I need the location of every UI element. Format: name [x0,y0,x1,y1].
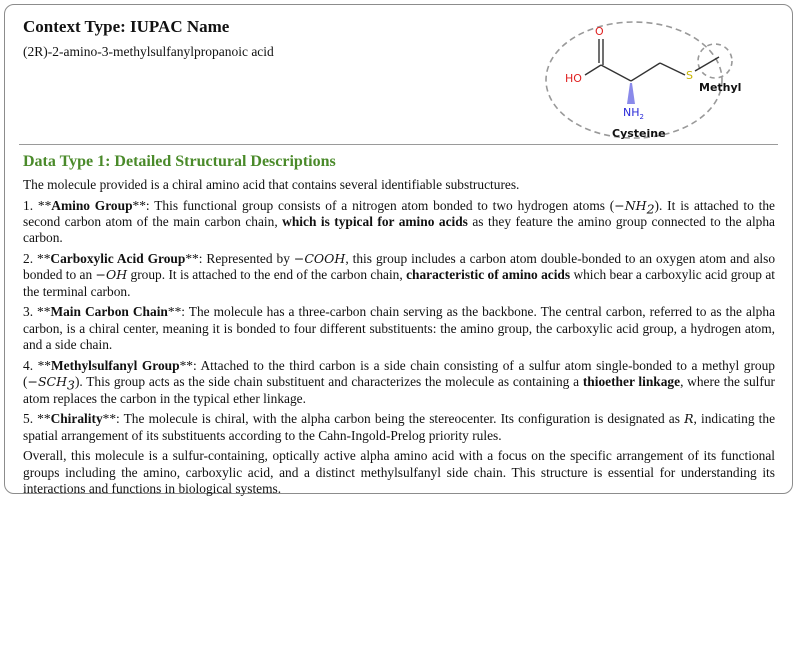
carboxylic-group-paragraph: 2. **Carboxylic Acid Group**: Represented by −COOH, this group includes a carbon atom double-bonded to an oxygen atom and also bonded to an −OH group. It is attached to the end of the carbon chain, characteristic of amino acids which bear a carboxylic acid group at the terminal carbon. [23,251,776,299]
section-title: Data Type 1: Detailed Structural Descriptions [23,153,336,170]
chirality-paragraph: 5. **Chirality**: The molecule is chiral, with the alpha carbon being the stereocenter. Its configuration is designated as R, indicating the spatial arrangement of its substituents according to the Cahn-Ingold-Prelog priority rules. [23,411,776,443]
methyl-dashed-circle [698,44,732,78]
main-chain-paragraph: 3. **Main Carbon Chain**: The molecule has a three-carbon chain serving as the backbone. The central carbon, referred to as the alpha carbon, is a chiral center, meaning it is bonded to four different substituents: the amino group, the carboxylic acid group, a hydrogen atom, and a side chain. [23,304,776,353]
wedge-bond [627,83,635,104]
context-type-title: Context Type: IUPAC Name [23,17,230,36]
ca-bond [601,65,631,81]
content-card [4,4,793,497]
intro-paragraph: The molecule provided is a chiral amino acid that contains several identifiable substructures. [23,177,520,192]
hydroxyl-label: HO [565,72,582,85]
molecule-structure-image [542,11,752,143]
c-oh-bond [585,65,601,75]
description-body [23,177,775,502]
methyl-label: Methyl [699,81,742,94]
sulfur-label: S [686,69,693,82]
oxygen-label: O [595,25,604,38]
amino-group-paragraph: 1. **Amino Group**: This functional group consists of a nitrogen atom bonded to two hydrogen atoms $(-NH_2)$. It is attached to the second carbon atom of the main carbon chain, which is typical for amino acids as they feature the amino group connected to the alpha carbon. [23,197,776,246]
cysteine-label: Cysteine [612,127,666,140]
cs-bond [660,63,685,75]
iupac-name: (2R)-2-amino-3-methylsulfanylpropanoic acid [23,44,274,59]
amine-label: $NH_2$ [623,106,644,121]
summary-paragraph: Overall, this molecule is a sulfur-containing, optically active alpha amino acid with a focus on the specific arrangement of its functional groups including the amino, carboxylic acid, and a distinct methylsulfanyl side chain. This structure is essential for understanding its interactions and functions in biological systems. [23,448,775,497]
methylsulfanyl-paragraph: 4. **Methylsulfanyl Group**: Attached to the third carbon is a side chain consisting of a sulfur atom single-bonded to a methyl group $(-SCH_3)$. This group acts as the side chain substituent and characterizes the molecule as containing a thioether linkage, where the sulfur atom replaces the carbon in the typical ether linkage. [23,357,776,406]
cb-bond [631,63,660,81]
section-divider [19,144,778,145]
